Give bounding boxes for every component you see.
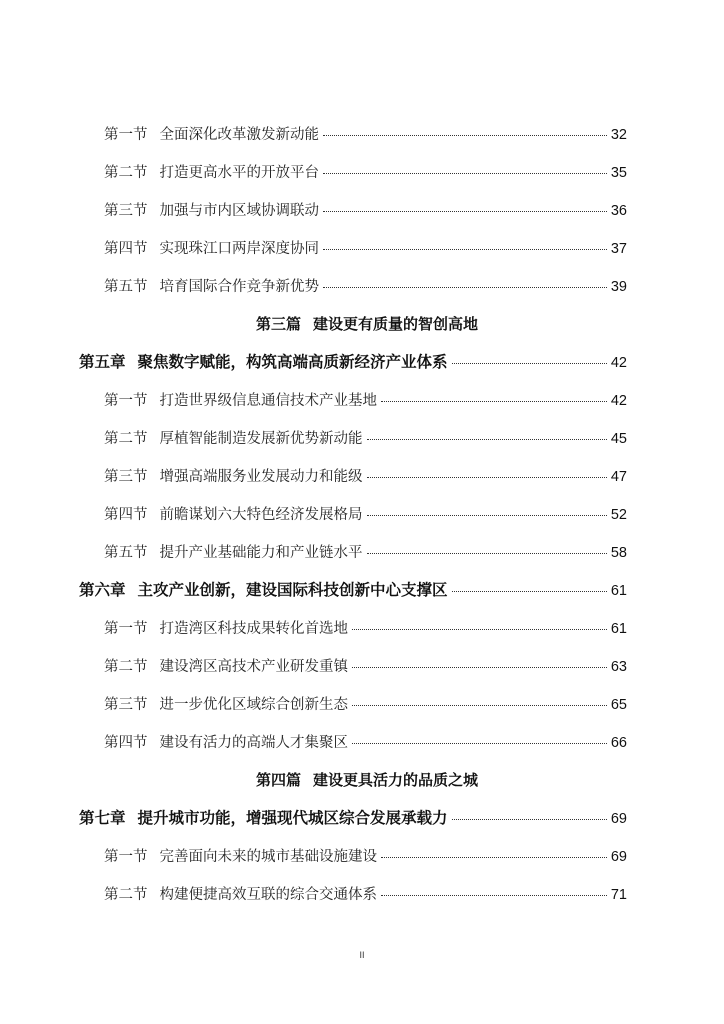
dot-leader bbox=[452, 363, 607, 364]
toc-entry[interactable] bbox=[104, 617, 627, 638]
toc-chapter-row[interactable] bbox=[0, 798, 724, 836]
toc-entry[interactable] bbox=[79, 578, 627, 600]
section-number: 第四节 bbox=[104, 506, 148, 523]
page-number: 35 bbox=[610, 164, 627, 181]
dot-leader bbox=[323, 249, 607, 250]
toc-entry[interactable] bbox=[104, 237, 627, 258]
section-number: 第二节 bbox=[104, 164, 148, 181]
toc-entry[interactable] bbox=[104, 123, 627, 144]
page-number: 39 bbox=[610, 278, 627, 295]
dot-leader bbox=[381, 401, 607, 402]
toc-chapter-row[interactable] bbox=[0, 570, 724, 608]
toc-entry[interactable] bbox=[104, 389, 627, 410]
toc-chapter-row[interactable] bbox=[0, 342, 724, 380]
toc-entry[interactable] bbox=[104, 465, 627, 486]
page-number: 45 bbox=[610, 430, 627, 447]
dot-leader bbox=[367, 553, 607, 554]
toc-entry[interactable] bbox=[104, 275, 627, 296]
section-number: 第五节 bbox=[104, 544, 148, 561]
page-number: 69 bbox=[610, 848, 627, 865]
section-title: 完善面向未来的城市基础设施建设 bbox=[159, 848, 377, 865]
section-title: 增强高端服务业发展动力和能级 bbox=[159, 468, 363, 485]
dot-leader bbox=[352, 705, 607, 706]
section-title: 打造更高水平的开放平台 bbox=[159, 164, 319, 181]
part-title: 建设更具活力的品质之城 bbox=[313, 770, 479, 789]
toc-section-row[interactable] bbox=[0, 152, 724, 190]
dot-leader bbox=[452, 819, 607, 820]
toc-section-row[interactable] bbox=[0, 228, 724, 266]
section-number: 第二节 bbox=[104, 430, 148, 447]
section-title: 厚植智能制造发展新优势新动能 bbox=[159, 430, 363, 447]
section-number: 第三节 bbox=[104, 202, 148, 219]
part-number: 第三篇 bbox=[255, 314, 301, 333]
page-number: 36 bbox=[610, 202, 627, 219]
toc-entry[interactable] bbox=[104, 541, 627, 562]
page-number: 61 bbox=[610, 583, 627, 599]
section-title: 建设有活力的高端人才集聚区 bbox=[159, 734, 348, 751]
dot-leader bbox=[323, 135, 607, 136]
dot-leader bbox=[323, 287, 607, 288]
section-number: 第一节 bbox=[104, 392, 148, 409]
toc-section-row[interactable] bbox=[0, 722, 724, 760]
section-title: 打造世界级信息通信技术产业基地 bbox=[159, 392, 377, 409]
toc-entry[interactable] bbox=[104, 845, 627, 866]
toc-section-row[interactable] bbox=[0, 532, 724, 570]
chapter-number: 第五章 bbox=[79, 352, 126, 371]
toc-entry[interactable] bbox=[79, 806, 627, 828]
section-title: 进一步优化区域综合创新生态 bbox=[159, 696, 348, 713]
toc-entry[interactable] bbox=[104, 503, 627, 524]
toc-part-heading bbox=[0, 760, 724, 798]
section-title: 全面深化改革激发新动能 bbox=[159, 126, 319, 143]
toc-entry[interactable] bbox=[104, 161, 627, 182]
page-number: 42 bbox=[610, 355, 627, 371]
section-title: 前瞻谋划六大特色经济发展格局 bbox=[159, 506, 363, 523]
toc-entry[interactable] bbox=[104, 199, 627, 220]
toc-section-row[interactable] bbox=[0, 836, 724, 874]
page-number: 66 bbox=[610, 734, 627, 751]
toc-entry[interactable] bbox=[104, 883, 627, 904]
dot-leader bbox=[367, 515, 607, 516]
dot-leader bbox=[381, 895, 607, 896]
section-number: 第二节 bbox=[104, 886, 148, 903]
section-title: 打造湾区科技成果转化首选地 bbox=[159, 620, 348, 637]
chapter-title: 主攻产业创新，建设国际科技创新中心支撑区 bbox=[137, 580, 448, 599]
toc-entry[interactable] bbox=[104, 655, 627, 676]
section-number: 第四节 bbox=[104, 734, 148, 751]
part-number: 第四篇 bbox=[255, 770, 301, 789]
toc-section-row[interactable] bbox=[0, 646, 724, 684]
toc-entry[interactable] bbox=[79, 350, 627, 372]
table-of-contents bbox=[0, 114, 724, 912]
section-number: 第一节 bbox=[104, 620, 148, 637]
page-number: 65 bbox=[610, 696, 627, 713]
toc-section-row[interactable] bbox=[0, 418, 724, 456]
dot-leader bbox=[367, 477, 607, 478]
page-number: 58 bbox=[610, 544, 627, 561]
page-number: 63 bbox=[610, 658, 627, 675]
toc-section-row[interactable] bbox=[0, 608, 724, 646]
dot-leader bbox=[452, 591, 607, 592]
toc-part-heading bbox=[0, 304, 724, 342]
section-number: 第一节 bbox=[104, 126, 148, 143]
section-title: 培育国际合作竞争新优势 bbox=[159, 278, 319, 295]
toc-section-row[interactable] bbox=[0, 874, 724, 912]
page-number: 32 bbox=[610, 126, 627, 143]
section-number: 第三节 bbox=[104, 468, 148, 485]
page-number: 47 bbox=[610, 468, 627, 485]
section-title: 构建便捷高效互联的综合交通体系 bbox=[159, 886, 377, 903]
section-title: 提升产业基础能力和产业链水平 bbox=[159, 544, 363, 561]
dot-leader bbox=[352, 629, 607, 630]
section-number: 第一节 bbox=[104, 848, 148, 865]
chapter-number: 第七章 bbox=[79, 808, 126, 827]
part-title: 建设更有质量的智创高地 bbox=[313, 314, 479, 333]
toc-section-row[interactable] bbox=[0, 190, 724, 228]
toc-section-row[interactable] bbox=[0, 456, 724, 494]
chapter-number: 第六章 bbox=[79, 580, 126, 599]
page-footer-number: II bbox=[359, 950, 365, 960]
dot-leader bbox=[352, 743, 607, 744]
dot-leader bbox=[352, 667, 607, 668]
page-number: 37 bbox=[610, 240, 627, 257]
section-number: 第四节 bbox=[104, 240, 148, 257]
toc-section-row[interactable] bbox=[0, 266, 724, 304]
page-number: 69 bbox=[610, 811, 627, 827]
dot-leader bbox=[323, 211, 607, 212]
toc-section-row[interactable] bbox=[0, 494, 724, 532]
toc-section-row[interactable] bbox=[0, 380, 724, 418]
section-title: 加强与市内区域协调联动 bbox=[159, 202, 319, 219]
section-title: 建设湾区高技术产业研发重镇 bbox=[159, 658, 348, 675]
chapter-title: 聚焦数字赋能，构筑高端高质新经济产业体系 bbox=[137, 352, 448, 371]
section-number: 第二节 bbox=[104, 658, 148, 675]
page-number: 42 bbox=[610, 392, 627, 409]
section-title: 实现珠江口两岸深度协同 bbox=[159, 240, 319, 257]
toc-section-row[interactable] bbox=[0, 114, 724, 152]
toc-section-row[interactable] bbox=[0, 684, 724, 722]
chapter-title: 提升城市功能，增强现代城区综合发展承载力 bbox=[137, 808, 448, 827]
toc-entry[interactable] bbox=[104, 731, 627, 752]
page-number: 52 bbox=[610, 506, 627, 523]
section-number: 第五节 bbox=[104, 278, 148, 295]
dot-leader bbox=[323, 173, 607, 174]
toc-entry[interactable] bbox=[104, 427, 627, 448]
page-number: 71 bbox=[610, 886, 627, 903]
dot-leader bbox=[381, 857, 607, 858]
toc-entry[interactable] bbox=[104, 693, 627, 714]
page-number: 61 bbox=[610, 620, 627, 637]
dot-leader bbox=[367, 439, 607, 440]
section-number: 第三节 bbox=[104, 696, 148, 713]
